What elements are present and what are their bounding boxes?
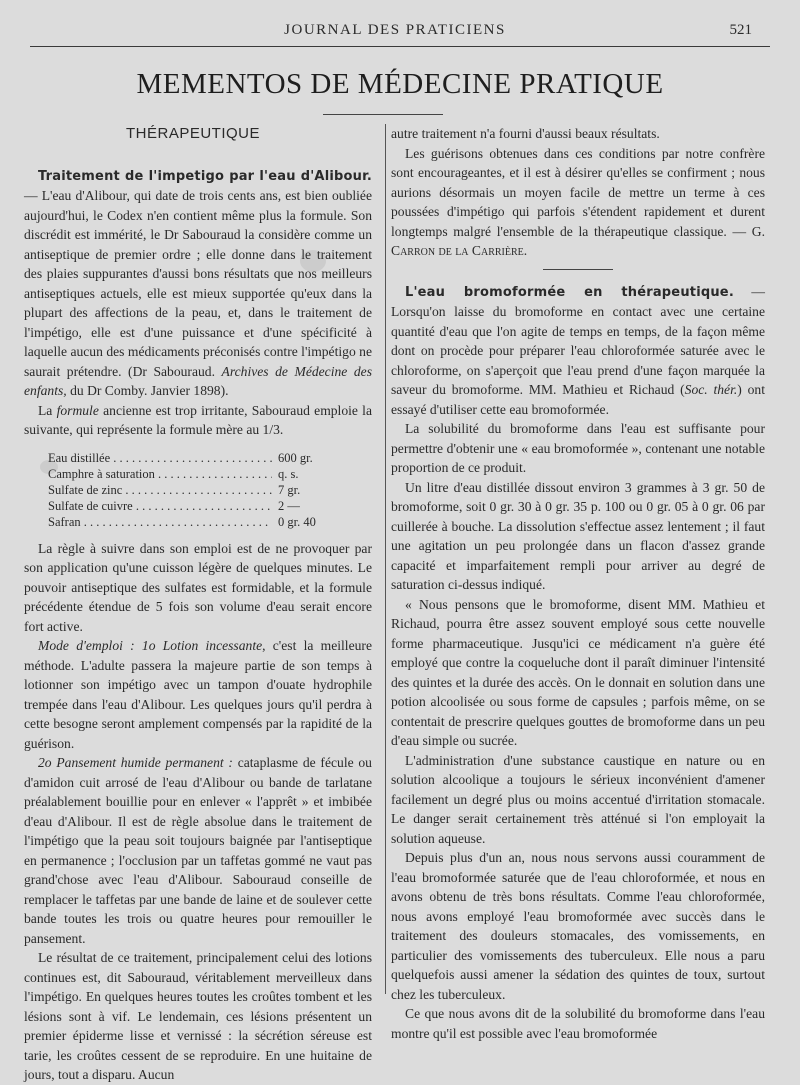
article1-text: , c'est la meilleure méthode. L'adulte passera la majeure partie de son temps à lotionner son impétigo avec un tampon d'ouate hydrophile trempée dans l'eau d'Alibour. Les quelques jours qu'il perdra à cette besogne seront amplement compensés par la rapidité de la guérison.: [24, 638, 372, 751]
article2-paragraph-5: L'administration d'une substance caustique en nature ou en solution alcoolique a toujours le sérieux inconvénient d'amener facilement un degré plus ou moins accentué d'irritation stomacale. Le danger serait certainement très atténué si l'on employait la solution aqueuse.: [391, 752, 765, 846]
article1-paragraph-2: [24, 401, 372, 440]
formula-ingredient: Sulfate de cuivre . . .: [48, 498, 272, 514]
page-number: 521: [729, 22, 752, 38]
running-title: JOURNAL DES PRATICIENS: [284, 22, 506, 38]
formula-quantity: 2 —: [272, 498, 348, 514]
formula-ingredient: Sulfate de zinc . . .: [48, 482, 272, 498]
formula-quantity: q. s.: [272, 466, 348, 482]
article2-text: — Lorsqu'on laisse du bromoforme en contact avec une certaine quantité d'eau que l'on agite de temps en temps, de la façon même dont on procède pour préparer l'eau chloroformée saturée avec le chloroforme, on s'aperçoit que l'eau prend d'une façon marquée la saveur du bromoforme. MM. Mathieu et Richaud (: [391, 283, 765, 397]
formula-quantity: 600 gr.: [272, 450, 348, 466]
formula-row: [48, 466, 348, 482]
formula-row: [48, 514, 348, 530]
article1-text: du Dr Comby. Janvier 1898).: [66, 383, 229, 398]
formula-ingredient: Eau distillée . . .: [48, 450, 272, 466]
article2-paragraph-2: La solubilité du bromoforme dans l'eau est suffisante pour permettre d'obtenir une « eau bromoformée », contenant une notable proportion de ce produit.: [391, 421, 765, 475]
article1-paragraph-4: [24, 636, 372, 753]
article2-title: L'eau bromoformée en thérapeutique.: [405, 284, 734, 300]
article2-paragraph-1: [391, 282, 765, 420]
column-divider: [385, 124, 386, 994]
formula-row: [48, 482, 348, 498]
article2-text: ) ont essayé d'utiliser cette eau bromoformée.: [391, 382, 765, 417]
article1-source: Archives de Médecine des enfants,: [24, 363, 372, 398]
article2-paragraph-7: Ce que nous avons dit de la solubilité du bromoforme dans l'eau montre qu'il est possible avec l'eau bromoformée: [391, 1006, 765, 1041]
article1-text: La: [38, 402, 57, 418]
section-heading: THÉRAPEUTIQUE: [125, 125, 260, 142]
article2-paragraph-4: « Nous pensons que le bromoforme, disent MM. Mathieu et Richaud, pourra être assez souvent employé sous cette nouvelle forme pharmaceutique. Jusqu'ici ce médicament n'a guère été employé que contre la coqueluche dont il paraît diminuer l'intensité des quintes et la durée des accès. On le donnait en solution dans une potion alcoolisée ou sous forme de capsules ; parfois même, on se contentait de prescrire quelques gouttes de bromoforme dans un peu d'eau simple ou sucrée.: [391, 596, 765, 748]
main-title: MEMENTOS DE MÉDECINE PRATIQUE: [136, 68, 664, 100]
article1-signature: G. Carron de la Carrière.: [391, 223, 765, 258]
article1-paragraph-5: [24, 753, 372, 948]
formula-quantity: 0 gr. 40: [272, 514, 348, 530]
formula-quantity: 7 gr.: [272, 482, 348, 498]
mode-emploi-label: Mode d'emploi : 1o Lotion incessante: [38, 638, 263, 654]
article1-text: L'eau d'Alibour, qui date de trois cents ans, est bien oubliée aujourd'hui, le Codex n'en contient même plus la formule. Son discrédit est immérité, le Dr Sabouraud la considère comme un antiseptique de premier ordre ; elle donne dans le traitement des plaies suppurantes d'aussi bons résultats que nos meilleurs antiseptiques actuels, elle est mieux supportée qu'eux dans la plupart des affections de la peau, et, dans le traitement de l'impétigo, elle est d'une puissance et d'une spécificité à laquelle aucun des médicaments préconisés contre l'impétigo ne saurait prétendre. (Dr Sabouraud.: [24, 188, 372, 379]
running-header: [30, 18, 760, 44]
article1-paragraph-8: [391, 144, 765, 261]
article1-continuation: autre traitement n'a fourni d'aussi beaux résultats.: [391, 126, 660, 141]
article1-paragraph-1: [24, 166, 372, 401]
title-rule: [323, 114, 443, 115]
paper-stain: [300, 250, 326, 272]
article2-source: Soc. thér.: [684, 382, 738, 397]
article2-paragraph-3: Un litre d'eau distillée dissout environ 3 grammes à 3 gr. 50 de bromoforme, soit 0 gr. 30 à 0 gr. 35 p. 100 ou 0 gr. 05 à 0 gr. 06 par cuillerée à bouche. La dissolution s'effectue assez lentement ; il faut une agitation un peu prolongée dans un flacon d'assez grande capacité et imparfaitement rempli pour arriver au degré de saturation ci-dessus indiqué.: [391, 479, 765, 592]
paper-stain: [40, 460, 58, 474]
section-separator: [543, 269, 613, 270]
formula-row: [48, 450, 348, 466]
article2-paragraph-6: Depuis plus d'un an, nous nous servons aussi couramment de l'eau bromoformée saturée que de l'eau chloroformée, et nous en avons obtenu de très bons résultats. Comme l'eau chloroformée, nous avons employé l'eau bromoformée avec succès dans le traitement des douleurs stomacales, des vomissements, en particulier des vomissements des tuberculeux. Elle nous a paru quelquefois aussi amener la sédation des quintes de toux, surtout chez les tuberculeux.: [391, 850, 765, 1002]
article1-title-dash: —: [24, 188, 42, 203]
article1-text: ancienne est trop irritante, Sabouraud emploie la suivante, qui représente la formule mère au 1/3.: [24, 402, 372, 437]
formula-row: [48, 498, 348, 514]
article1-text: Les guérisons obtenues dans ces conditions par notre confrère sont encourageantes, et il est à désirer qu'elles se confirment ; nous aurions désormais un moyen facile de mettre un terme à ces poussées d'impétigo qui parfois s'étendent rapidement et durent longtemps malgré l'ensemble de la thérapeutique classique. —: [391, 145, 765, 239]
formula-ingredient: Camphre à saturation . . .: [48, 466, 272, 482]
formula-table: [48, 450, 372, 531]
header-rule: [30, 46, 770, 47]
pansement-label: 2o Pansement humide permanent :: [38, 755, 233, 771]
formula-ingredient: Safran . . .: [48, 514, 272, 530]
article1-text: cataplasme de fécule ou d'amidon cuit arrosé de l'eau d'Alibour ou bande de tarlatane préalablement bouillie pour en enlever « l'apprêt » et imbibée d'eau d'Alibour. Il est de règle absolue dans le traitement de l'impétigo que la peau soit toujours baignée par l'antiseptique en permanence ; l'occlusion par un taffetas gommé ne vaut pas grand'chose avec l'eau d'Alibour. Sabouraud conseille de remplacer le taffetas par une bande de laine et de soulever cette bande toutes les trois ou quatre heures pour remouiller le pansement.: [24, 755, 372, 946]
article1-paragraph-3: La règle à suivre dans son emploi est de ne provoquer par son application qu'une cuisson légère de quelques minutes. Le pouvoir antiseptique des sulfates est formidable, et la formule précédente étendue de 5 fois son volume d'eau serait encore fort active.: [24, 540, 372, 634]
article1-paragraph-6: Le résultat de ce traitement, principalement celui des lotions continues est, dit Sabouraud, véritablement merveilleux dans l'impétigo. En quelques heures toutes les croûtes tombent et les lésions sont à vif. Le lendemain, ces lésions présentent un premier épiderme lisse et vernissé : la sécrétion séreuse est tarie, les croûtes cessent de se reproduire. En une huitaine de jours, tout a disparu. Aucun: [24, 950, 372, 1083]
right-column: [391, 124, 765, 1043]
article1-emphasis: formule: [56, 402, 99, 418]
article1-title: Traitement de l'impetigo par l'eau d'Alibour.: [38, 168, 372, 184]
